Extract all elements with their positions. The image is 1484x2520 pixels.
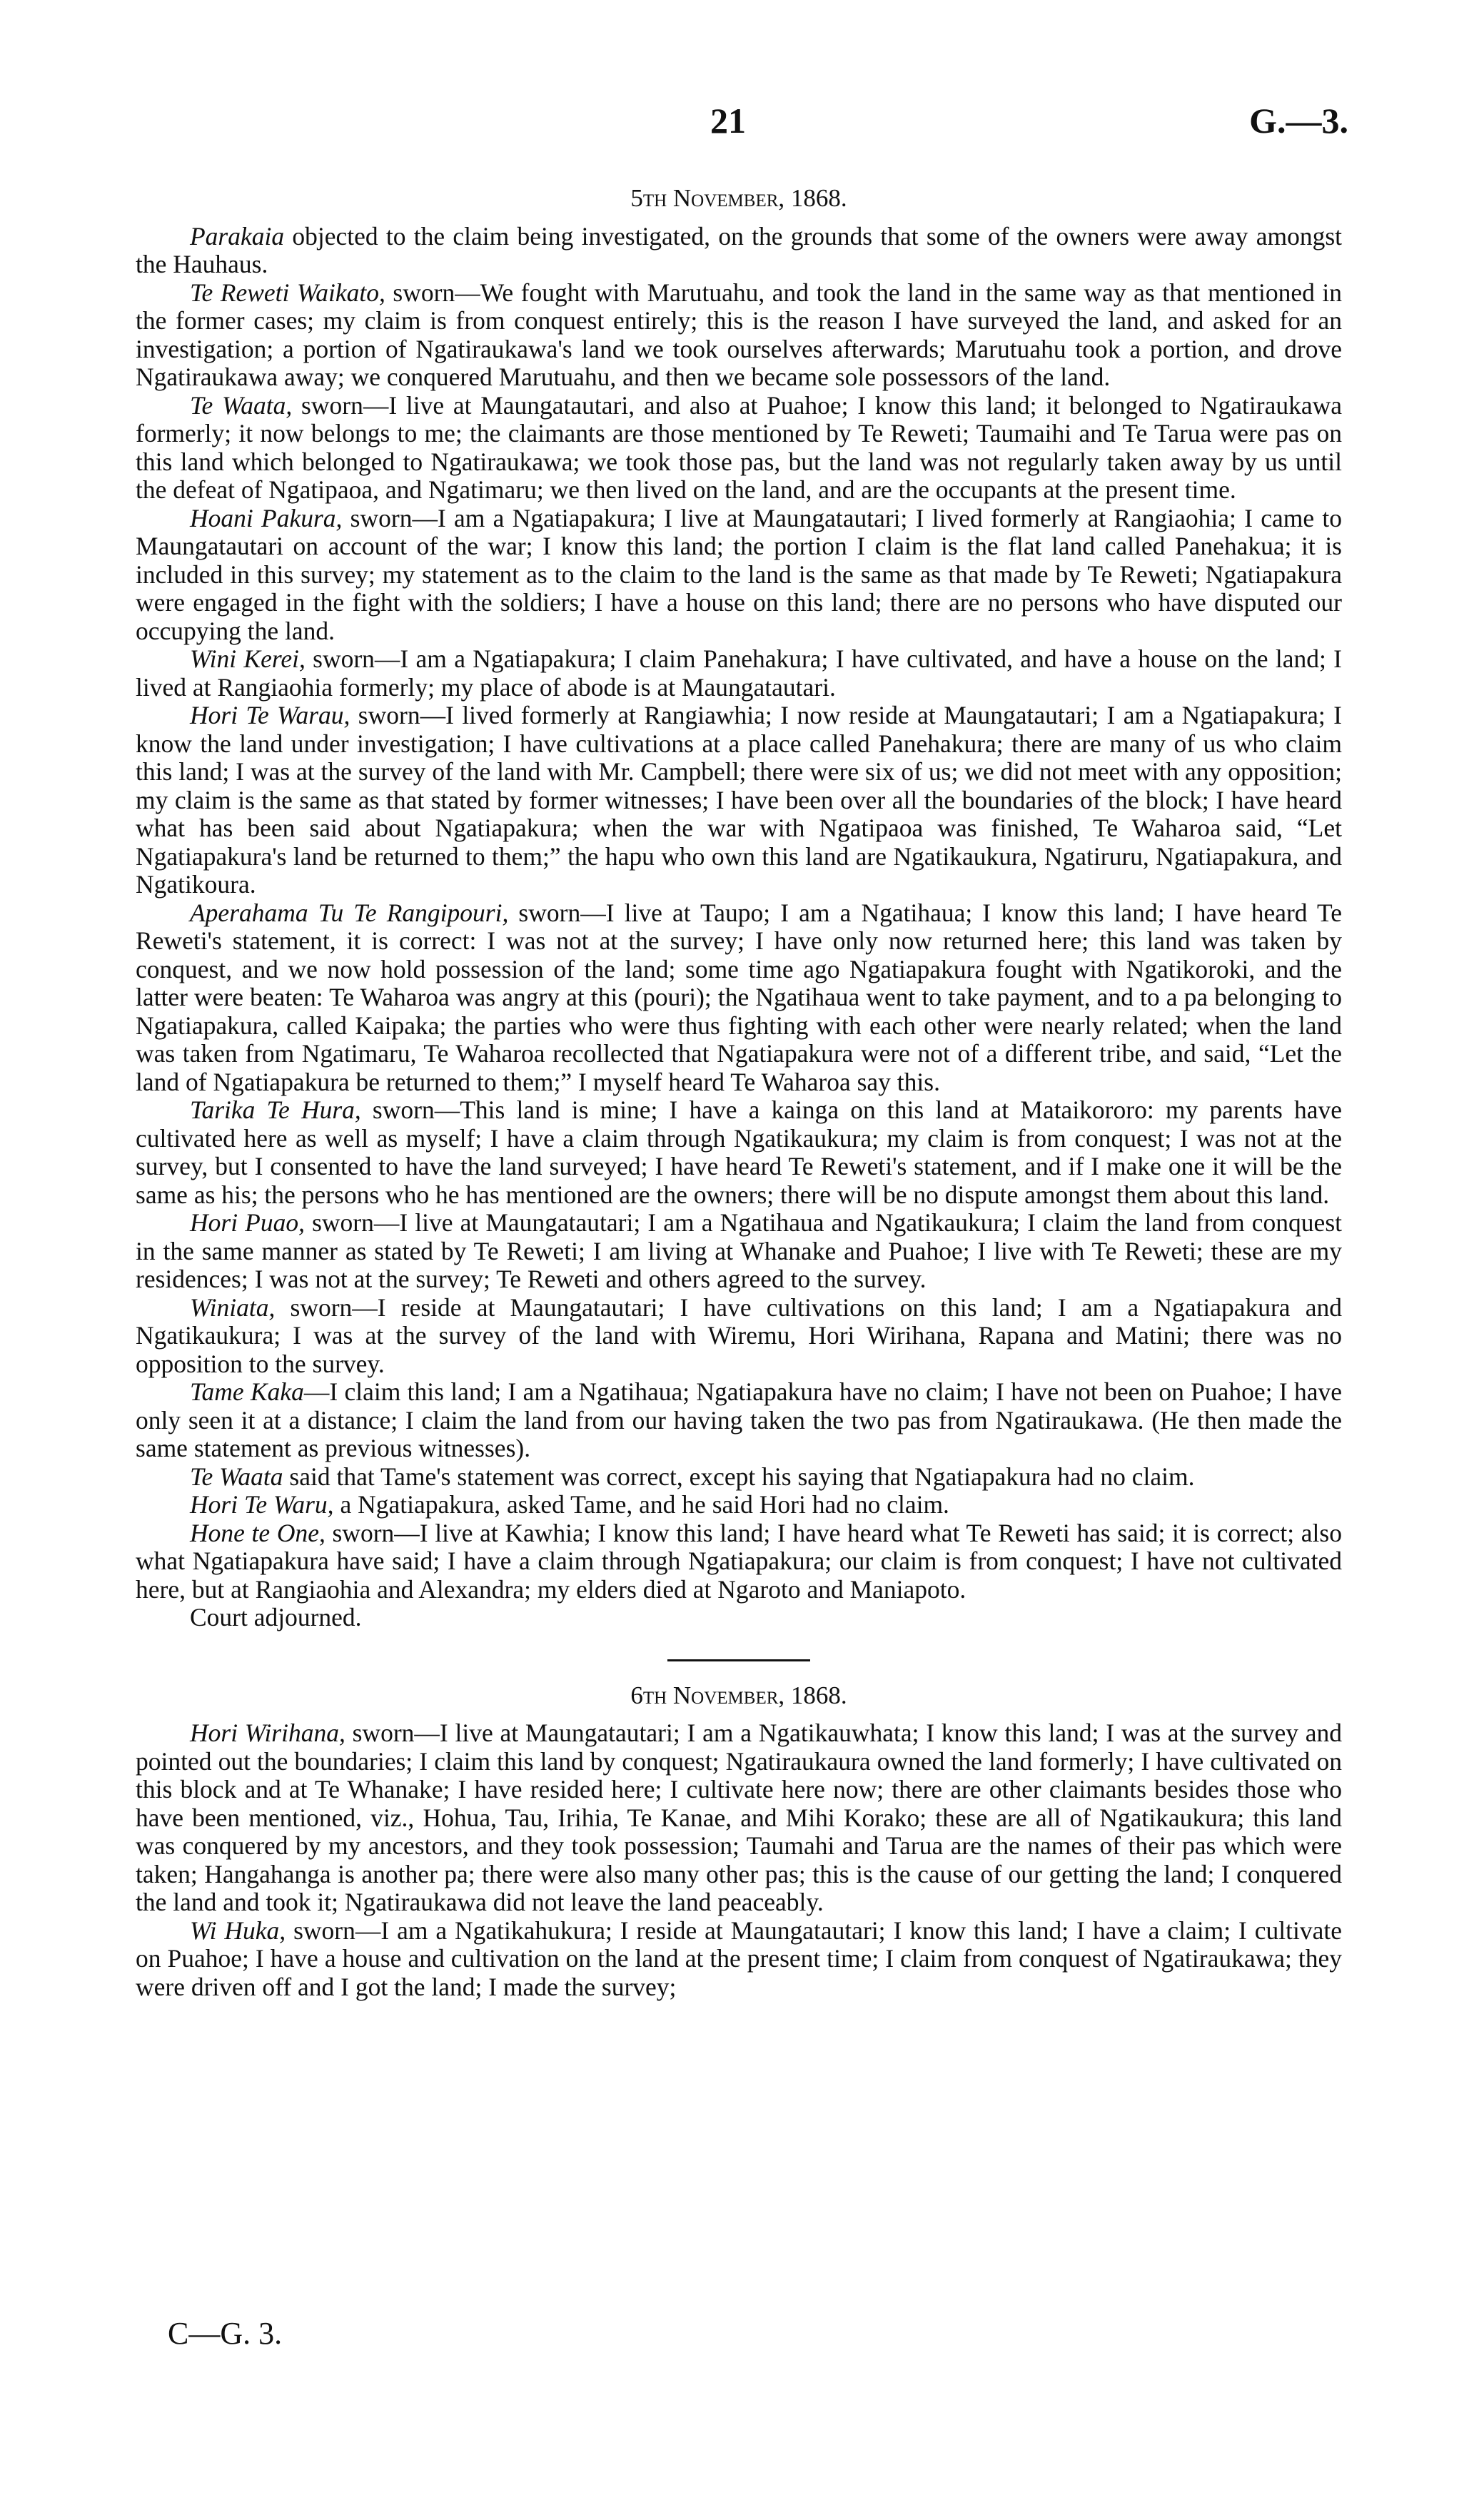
testimony-text: sworn—I reside at Maungatautari; I have cultivations on this land; I am a Ngatiapakura and Ngatikaukura; I was at the survey of the land with Wiremu, Hori Wirihana, Rapana and Matini; there was no opposition to the survey.: [136, 1292, 1342, 1378]
testimony-paragraph: [136, 1917, 1342, 2002]
speaker-name: Hoani Pakura,: [190, 503, 343, 532]
court-note: [136, 1604, 1342, 1632]
speaker-name: Parakaia: [190, 221, 285, 251]
document-reference: G.—3.: [1249, 101, 1348, 141]
speaker-name: Hone te One,: [190, 1518, 325, 1547]
testimony-text: sworn—I live at Kawhia; I know this land; I have heard what Te Reweti has said; it is correct; also what Ngatiapakura have said; I have a claim through Ngatiapakura; our claim is from conquest; I have not cultivated here, but at Rangiaohia and Alexandra; my elders died at Ngaroto and Maniapoto.: [136, 1518, 1342, 1604]
testimony-text: sworn—I am a Ngatiapakura; I live at Maungatautari; I lived formerly at Rangiaohia; I came to Maungatautari on account of the war; I know this land; the portion I claim is the flat land called Panehakua; it is included in this survey; my statement as to the claim to the land is the same as that made by Te Reweti; Ngatiapakura were engaged in the fight with the soldiers; I have a house on this land; there are no persons who have disputed our occupying the land.: [136, 503, 1342, 645]
testimony-paragraph: [136, 899, 1342, 1097]
speaker-name: Hori Wirihana,: [190, 1719, 345, 1747]
testimony-paragraph: [136, 1378, 1342, 1463]
testimony-text: said that Tame's statement was correct, except his saying that Ngatiapakura had no claim.: [283, 1462, 1195, 1491]
testimony-text: sworn—I live at Taupo; I am a Ngatihaua; I know this land; I have heard Te Reweti's statement, it is correct: I was not at the survey; I have only now returned here; this land was taken by conquest, and we now hold possession of the land; some time ago Ngatiapakura fought with Ngatikoroki, and the latter were beaten: Te Waharoa was angry at this (pouri); the Ngatihaua went to take payment, and to a pa belonging to Ngatiapakura, called Kaipaka; the parties who were thus fighting with each other were nearly related; when the land was taken from Ngatimaru, Te Waharoa recollected that Ngatiapakura were not of a different tribe, and said, “Let the land of Ngatiapakura be returned to them;” I myself heard Te Waharoa say this.: [136, 898, 1342, 1096]
testimony-paragraph: [136, 392, 1342, 505]
speaker-name: Winiata,: [190, 1292, 276, 1322]
testimony-text: sworn—I lived formerly at Rangiawhia; I now reside at Maungatautari; I am a Ngatiapakura; I know the land under investigation; I have cultivations at a place called Panehakura; there are many of us who claim this land; I was at the survey of the land with Mr. Campbell; there were six of us; we did not meet with any opposition; my claim is the same as that stated by former witnesses; I have been over all the boundaries of the block; I have heard what has been said about Ngatiapakura; when the war with Ngatipaoa was finished, Te Waharoa said, “Let Ngatiapakura's land be returned to them;” the hapu who own this land are Ngatikaukura, Ngatiruru, Ngatiapakura, and Ngatikoura.: [136, 701, 1342, 899]
testimony-paragraph: [136, 505, 1342, 646]
speaker-name: Wi Huka,: [190, 1916, 286, 1945]
testimony-text: sworn—I live at Maungatautari; I am a Ngatikauwhata; I know this land; I was at the survey and pointed out the boundaries; I claim this land by conquest; Ngatiraukaura owned the land formerly; I have cultivated on this block and at Te Whanake; I have resided here; I cultivate here now; there are other claimants besides those who have been mentioned, viz., Hohua, Tau, Irihia, Te Kanae, and Mihi Korako; these are all of Ngatikaukura; this land was conquered by my ancestors, and they took possession; Taumahi and Tarua are the names of their pas which were taken; Hangahanga is another pa; there were also many other pas; this is the cause of our getting the land; I conquered the land and took it; Ngatiraukawa did not leave the land peaceably.: [136, 1719, 1342, 1916]
speaker-name: Hori Te Waru,: [190, 1490, 334, 1519]
speaker-name: Te Reweti Waikato,: [190, 278, 385, 307]
testimony-paragraph: [136, 1719, 1342, 1917]
testimony-text: sworn—I am a Ngatiapakura; I claim Panehakura; I have cultivated, and have a house on the land; I lived at Rangiaohia formerly; my place of abode is at Maungatautari.: [136, 644, 1342, 702]
signature-reference: C—G. 3.: [168, 2316, 283, 2351]
testimony-text: Court adjourned.: [190, 1603, 362, 1631]
speaker-name: Te Waata: [190, 1462, 283, 1491]
testimony-text: sworn—We fought with Marutuahu, and took the land in the same way as that mentioned in the former cases; my claim is from conquest entirely; this is the reason I have surveyed the land, and asked for an investigation; a portion of Ngatiraukawa's land we took ourselves afterwards; Marutuahu took a portion, and drove Ngatiraukawa away; we conquered Marutuahu, and then we became sole possessors of the land.: [136, 278, 1343, 391]
section-divider: [667, 1659, 810, 1661]
speaker-name: Tarika Te Hura,: [190, 1095, 361, 1124]
testimony-text: —I claim this land; I am a Ngatihaua; Ngatiapakura have no claim; I have not been on Puahoe; I have only seen it at a distance; I claim the land from our having taken the two pas from Ngatiraukawa. (He then made the same statement as previous witnesses).: [136, 1377, 1342, 1462]
section-date-heading: 5th November, 1868.: [630, 184, 847, 212]
speaker-name: Hori Te Warau,: [190, 701, 350, 729]
testimony-paragraph: [136, 645, 1342, 702]
speaker-name: Tame Kaka: [190, 1377, 304, 1406]
page-number: 21: [710, 101, 746, 141]
speaker-name: Hori Puao,: [190, 1208, 305, 1237]
testimony-text: sworn—This land is mine; I have a kainga on this land at Mataikororo: my parents have cultivated here as well as myself; I have a claim through Ngatikaukura; my claim is from conquest; I was not at the survey, but I consented to have the land surveyed; I have heard Te Reweti's statement, and if I make one it will be the same as his; the persons who he has mentioned are the owners; there will be no dispute amongst them about this land.: [136, 1095, 1342, 1209]
main-text: [136, 184, 1342, 2001]
testimony-paragraph: [136, 223, 1342, 279]
testimony-paragraph: [136, 1209, 1342, 1294]
testimony-text: sworn—I am a Ngatikahukura; I reside at Maungatautari; I know this land; I have a claim; I cultivate on Puahoe; I have a house and cultivation on the land at the present time; I claim from conquest of Ngatiraukawa; they were driven off and I got the land; I made the survey;: [136, 1916, 1342, 2001]
testimony-paragraph: [136, 1491, 1342, 1519]
speaker-name: Te Waata,: [190, 390, 293, 420]
testimony-paragraph: [136, 1519, 1342, 1604]
testimony-text: a Ngatiapakura, asked Tame, and he said Hori had no claim.: [333, 1490, 949, 1519]
testimony-text: sworn—I live at Maungatautari, and also at Puahoe; I know this land; it belonged to Ngatiraukawa formerly; it now belongs to me; the claimants are those mentioned by Te Reweti; Taumaihi and Te Tarua were pas on this land which belonged to Ngatiraukawa; we took those pas, but the land was not regularly taken away by us until the defeat of Ngatipaoa, and Ngatimaru; we then lived on the land, and are the occupants at the present time.: [136, 390, 1342, 504]
testimony-text: sworn—I live at Maungatautari; I am a Ngatihaua and Ngatikaukura; I claim the land from conquest in the same manner as stated by Te Reweti; I am living at Whanake and Puahoe; I live with Te Reweti; these are my residences; I was not at the survey; Te Reweti and others agreed to the survey.: [136, 1208, 1342, 1293]
testimony-text: objected to the claim being investigated, on the grounds that some of the owners were away amongst the Hauhaus.: [136, 221, 1342, 278]
speaker-name: Aperahama Tu Te Rangipouri,: [190, 898, 509, 927]
testimony-paragraph: [136, 1294, 1342, 1379]
testimony-paragraph: [136, 702, 1342, 899]
section-date-heading: 6th November, 1868.: [630, 1681, 847, 1709]
testimony-paragraph: [136, 1096, 1342, 1209]
testimony-paragraph: [136, 279, 1342, 392]
testimony-paragraph: [136, 1463, 1342, 1492]
speaker-name: Wini Kerei,: [190, 644, 306, 673]
